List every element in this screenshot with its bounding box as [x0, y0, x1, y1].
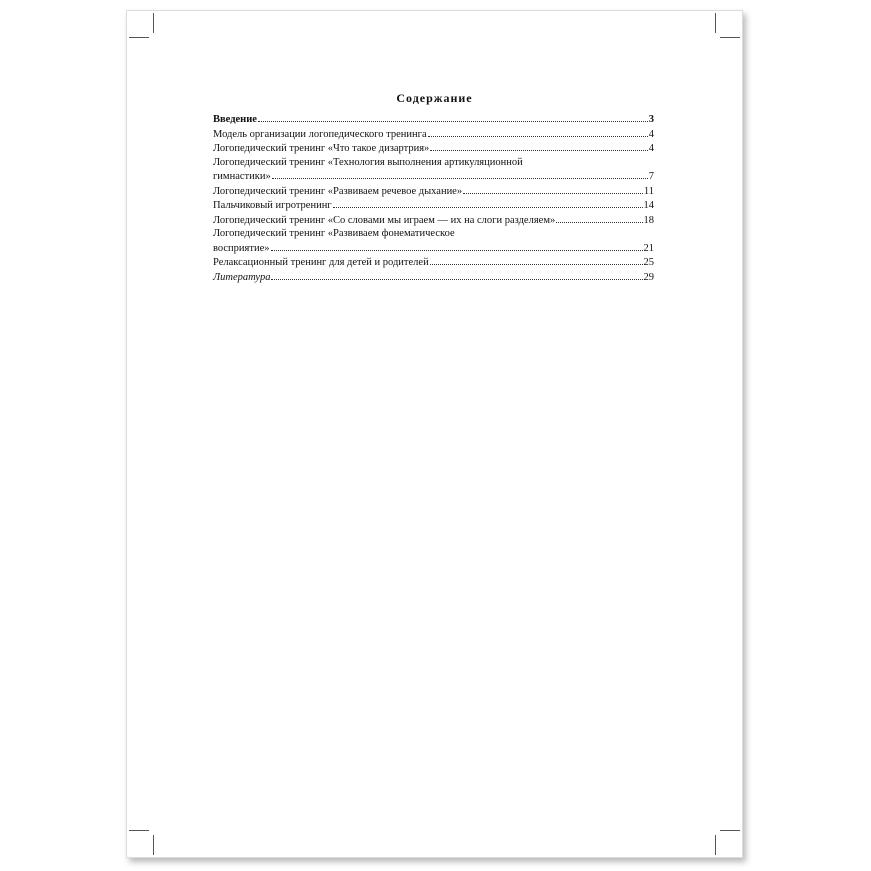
toc-entry-page: 4 — [648, 128, 654, 140]
toc-leader-dots — [430, 141, 647, 151]
toc-entry-label: восприятие» — [213, 242, 270, 254]
crop-mark — [129, 37, 149, 38]
toc-entry-label: Литература — [213, 271, 271, 283]
toc-entry-label: Логопедический тренинг «Что такое дизартрия» — [213, 143, 430, 154]
document-page — [126, 10, 743, 858]
crop-mark — [720, 830, 740, 831]
toc-leader-dots — [333, 198, 643, 208]
toc-entry[interactable] — [213, 156, 654, 184]
crop-mark — [153, 835, 154, 855]
toc-leader-dots — [258, 112, 648, 122]
toc-entry-label: Логопедический тренинг «Со словами мы играем — их на слоги разделяем» — [213, 214, 556, 226]
toc-entry[interactable] — [213, 112, 654, 127]
toc-entry-label-line1: Логопедический тренинг «Технология выполнения артикуляционной — [213, 156, 523, 168]
toc-entry-page: 3 — [648, 114, 654, 125]
toc-entry-label: Введение — [213, 114, 257, 125]
toc-leader-dots — [271, 270, 642, 280]
toc-entry[interactable] — [213, 255, 654, 270]
toc-entry[interactable] — [213, 198, 654, 213]
toc-entry-page: 4 — [648, 143, 654, 154]
toc-entry-label: Модель организации логопедического тренинга — [213, 128, 427, 140]
toc-entry-page: 25 — [643, 257, 654, 268]
toc-leader-dots — [463, 184, 643, 194]
toc-entry-label: гимнастики» — [213, 171, 271, 182]
crop-mark — [715, 835, 716, 855]
crop-mark — [129, 830, 149, 831]
toc-entry[interactable] — [213, 213, 654, 228]
table-of-contents — [213, 112, 654, 284]
toc-leader-dots — [271, 241, 643, 251]
toc-entry-page: 7 — [648, 171, 654, 182]
crop-mark — [720, 37, 740, 38]
toc-entry-page: 14 — [643, 200, 654, 211]
toc-leader-dots — [428, 127, 648, 137]
toc-leader-dots — [556, 213, 642, 223]
toc-leader-dots — [430, 255, 643, 265]
crop-mark — [715, 13, 716, 33]
toc-entry-label-line1: Логопедический тренинг «Развиваем фонематическое — [213, 228, 455, 239]
crop-mark — [153, 13, 154, 33]
toc-entry[interactable] — [213, 270, 654, 285]
toc-entry-label: Релаксационный тренинг для детей и родителей — [213, 257, 429, 268]
toc-entry[interactable] — [213, 127, 654, 142]
toc-entry-label: Логопедический тренинг «Развиваем речевое дыхание» — [213, 185, 463, 197]
toc-title: Содержание — [396, 91, 473, 105]
toc-entry-page: 11 — [643, 185, 654, 197]
toc-entry[interactable] — [213, 184, 654, 199]
toc-entry-page: 18 — [643, 214, 654, 226]
toc-entry-label: Пальчиковый игротренинг — [213, 200, 332, 211]
toc-entry[interactable] — [213, 141, 654, 156]
toc-entry-page: 29 — [643, 271, 654, 283]
toc-entry[interactable] — [213, 227, 654, 255]
toc-entry-page: 21 — [643, 242, 654, 254]
toc-leader-dots — [272, 169, 648, 179]
